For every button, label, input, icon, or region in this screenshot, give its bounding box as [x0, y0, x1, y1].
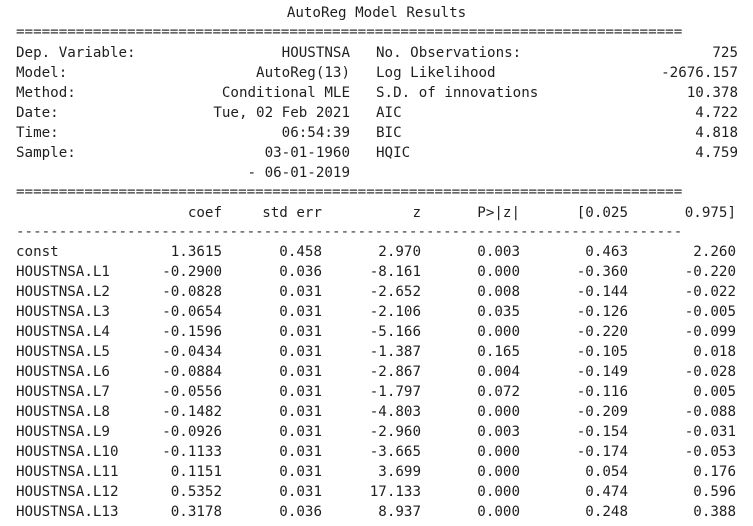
- table-cell: 1.3615: [170, 244, 222, 260]
- table-cell: 2.970: [378, 244, 421, 260]
- table-cell: 0.003: [477, 244, 520, 260]
- table-cell: -1.797: [369, 384, 421, 400]
- table-cell: 0.005: [693, 384, 736, 400]
- info-right-label: AIC: [376, 105, 402, 121]
- table-cell: 0.248: [585, 504, 628, 520]
- double-rule-middle: ==============================================================================: [16, 184, 683, 200]
- table-cell: 0.000: [477, 404, 520, 420]
- table-cell: -0.0884: [162, 364, 222, 380]
- table-cell: 0.165: [477, 344, 520, 360]
- table-cell: 0.000: [477, 264, 520, 280]
- table-cell: 0.031: [279, 344, 322, 360]
- table-cell: -0.028: [684, 364, 736, 380]
- table-cell: 2.260: [693, 244, 736, 260]
- row-label: const: [16, 244, 59, 260]
- info-left-value: Conditional MLE: [221, 85, 350, 101]
- info-left-label: Dep. Variable:: [16, 45, 136, 61]
- row-label: HOUSTNSA.L6: [16, 364, 110, 380]
- table-cell: 0.5352: [170, 484, 222, 500]
- table-cell: -0.0926: [162, 424, 222, 440]
- table-cell: -0.022: [684, 284, 736, 300]
- table-cell: -2.960: [369, 424, 421, 440]
- table-cell: 0.463: [585, 244, 628, 260]
- table-cell: 3.699: [378, 464, 421, 480]
- row-label: HOUSTNSA.L1: [16, 264, 110, 280]
- table-cell: 0.031: [279, 484, 322, 500]
- info-left-value: HOUSTNSA: [281, 45, 350, 61]
- table-cell: 0.004: [477, 364, 520, 380]
- info-left-label: Sample:: [16, 145, 76, 161]
- info-left-label: Model:: [16, 65, 68, 81]
- table-cell: 0.003: [477, 424, 520, 440]
- info-right-value: 10.378: [686, 85, 738, 101]
- row-label: HOUSTNSA.L3: [16, 304, 110, 320]
- table-cell: 0.072: [477, 384, 520, 400]
- table-cell: -8.161: [369, 264, 421, 280]
- row-label: HOUSTNSA.L13: [16, 504, 119, 520]
- table-cell: -1.387: [369, 344, 421, 360]
- info-right-value: 4.722: [695, 105, 738, 121]
- single-rule: ------------------------------------------------------------------------------: [16, 224, 683, 240]
- table-cell: -0.174: [576, 444, 628, 460]
- row-label: HOUSTNSA.L10: [16, 444, 119, 460]
- info-left-value: 03-01-1960: [264, 145, 350, 161]
- table-cell: -0.220: [576, 324, 628, 340]
- info-right-label: S.D. of innovations: [376, 85, 539, 101]
- info-right-label: Log Likelihood: [376, 65, 496, 81]
- row-label: HOUSTNSA.L11: [16, 464, 119, 480]
- table-cell: 0.031: [279, 324, 322, 340]
- table-cell: -2.867: [369, 364, 421, 380]
- row-label: HOUSTNSA.L12: [16, 484, 119, 500]
- table-cell: -2.106: [369, 304, 421, 320]
- column-header: coef: [187, 205, 222, 221]
- table-cell: -0.053: [684, 444, 736, 460]
- table-cell: -0.1596: [162, 324, 222, 340]
- info-left-value: 06:54:39: [281, 125, 350, 141]
- table-cell: 0.031: [279, 364, 322, 380]
- table-cell: 0.036: [279, 264, 322, 280]
- table-cell: 0.031: [279, 284, 322, 300]
- info-right-label: BIC: [376, 125, 402, 141]
- table-cell: -0.0434: [162, 344, 222, 360]
- table-cell: -3.665: [369, 444, 421, 460]
- table-cell: 0.031: [279, 424, 322, 440]
- table-cell: -0.209: [576, 404, 628, 420]
- row-label: HOUSTNSA.L9: [16, 424, 110, 440]
- table-cell: 0.596: [693, 484, 736, 500]
- table-cell: 0.031: [279, 304, 322, 320]
- report-title: AutoReg Model Results: [286, 5, 467, 21]
- info-left-value: - 06-01-2019: [247, 165, 350, 181]
- table-cell: 0.1151: [170, 464, 222, 480]
- table-cell: -5.166: [369, 324, 421, 340]
- table-cell: -0.005: [684, 304, 736, 320]
- table-cell: -0.0828: [162, 284, 222, 300]
- table-cell: -0.154: [576, 424, 628, 440]
- column-header: std err: [262, 205, 322, 221]
- table-cell: -0.0556: [162, 384, 222, 400]
- table-cell: -4.803: [369, 404, 421, 420]
- table-cell: 0.000: [477, 444, 520, 460]
- row-label: HOUSTNSA.L2: [16, 284, 110, 300]
- table-cell: -0.1133: [162, 444, 222, 460]
- info-right-value: 725: [712, 45, 738, 61]
- table-cell: -0.0654: [162, 304, 222, 320]
- info-right-label: HQIC: [376, 145, 411, 161]
- table-cell: 0.000: [477, 504, 520, 520]
- info-right-label: No. Observations:: [376, 45, 522, 61]
- table-cell: -0.031: [684, 424, 736, 440]
- table-cell: 0.054: [585, 464, 628, 480]
- info-left-value: Tue, 02 Feb 2021: [213, 105, 350, 121]
- table-cell: 0.000: [477, 484, 520, 500]
- table-cell: 0.031: [279, 404, 322, 420]
- row-label: HOUSTNSA.L7: [16, 384, 110, 400]
- table-cell: -2.652: [369, 284, 421, 300]
- table-cell: 8.937: [378, 504, 421, 520]
- table-cell: -0.1482: [162, 404, 222, 420]
- table-cell: 0.388: [693, 504, 736, 520]
- table-cell: -0.360: [576, 264, 628, 280]
- row-label: HOUSTNSA.L5: [16, 344, 110, 360]
- table-cell: -0.149: [576, 364, 628, 380]
- info-right-value: -2676.157: [661, 65, 738, 81]
- table-cell: -0.126: [576, 304, 628, 320]
- column-header: 0.975]: [684, 205, 736, 221]
- table-cell: 0.031: [279, 464, 322, 480]
- info-left-label: Date:: [16, 105, 59, 121]
- row-label: HOUSTNSA.L4: [16, 324, 110, 340]
- table-cell: 0.031: [279, 384, 322, 400]
- table-cell: 0.008: [477, 284, 520, 300]
- table-cell: 0.176: [693, 464, 736, 480]
- table-cell: -0.220: [684, 264, 736, 280]
- table-cell: 0.018: [693, 344, 736, 360]
- table-cell: -0.088: [684, 404, 736, 420]
- column-header: P>|z|: [477, 205, 520, 221]
- info-right-value: 4.818: [695, 125, 738, 141]
- table-cell: -0.116: [576, 384, 628, 400]
- double-rule-top: ==============================================================================: [16, 24, 683, 40]
- table-cell: 17.133: [369, 484, 421, 500]
- table-cell: -0.105: [576, 344, 628, 360]
- table-cell: 0.474: [585, 484, 628, 500]
- info-right-value: 4.759: [695, 145, 738, 161]
- info-left-value: AutoReg(13): [256, 65, 350, 81]
- info-left-label: Time:: [16, 125, 59, 141]
- row-label: HOUSTNSA.L8: [16, 404, 110, 420]
- table-cell: 0.031: [279, 444, 322, 460]
- table-cell: -0.144: [576, 284, 628, 300]
- table-cell: 0.3178: [170, 504, 222, 520]
- table-cell: 0.000: [477, 464, 520, 480]
- column-header: [0.025: [576, 205, 628, 221]
- table-cell: 0.000: [477, 324, 520, 340]
- table-cell: 0.036: [279, 504, 322, 520]
- table-cell: 0.035: [477, 304, 520, 320]
- table-cell: -0.2900: [162, 264, 222, 280]
- info-left-label: Method:: [16, 85, 76, 101]
- column-header: z: [412, 205, 421, 221]
- table-cell: 0.458: [279, 244, 322, 260]
- table-cell: -0.099: [684, 324, 736, 340]
